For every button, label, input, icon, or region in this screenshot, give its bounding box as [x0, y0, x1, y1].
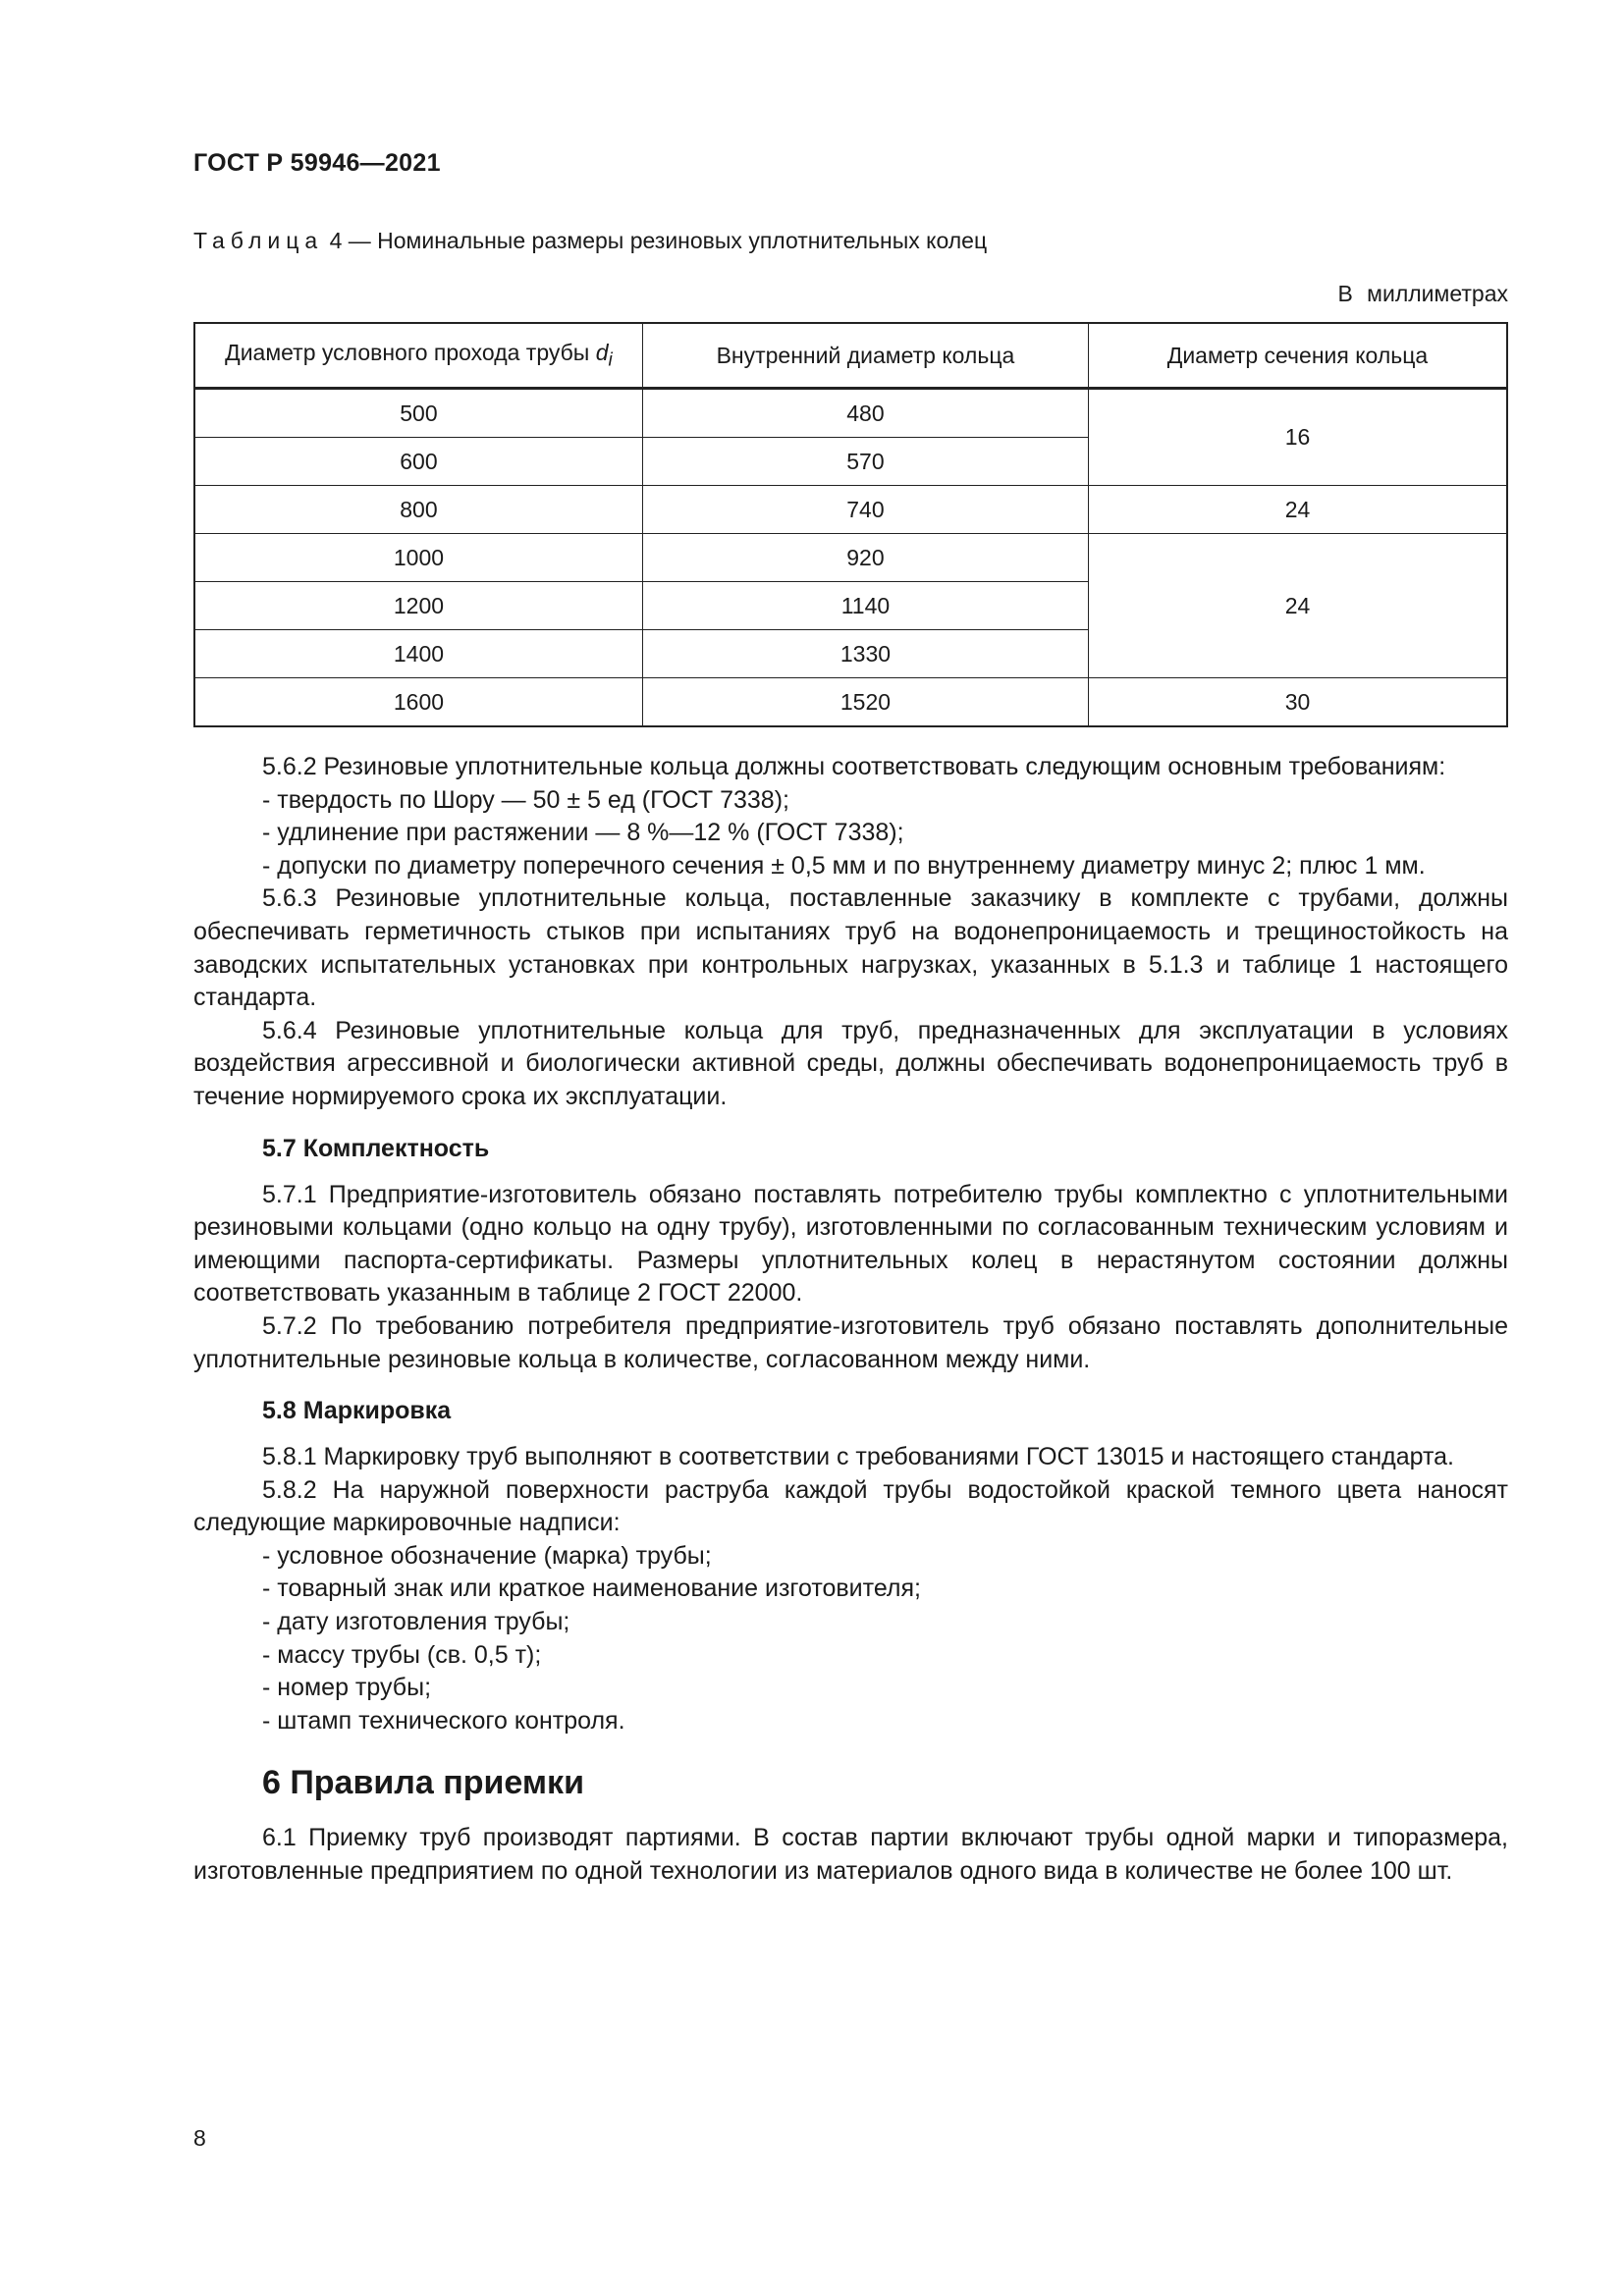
- table-units: В миллиметрах: [1337, 281, 1508, 306]
- paragraph-5-7-2: 5.7.2 По требованию потребителя предприятие-изготовитель труб обязано поставлять дополнительные уплотнительные резиновые кольца в количестве, согласованном между ними.: [193, 1311, 1508, 1373]
- table-header-row: [194, 323, 1507, 389]
- list-item: - допуски по диаметру поперечного сечения ± 0,5 мм и по внутреннему диаметру минус 2; плюс 1 мм.: [262, 851, 1426, 880]
- table-row: [194, 389, 1507, 438]
- symbol-d: d: [595, 339, 609, 365]
- heading-5-7: 5.7 Комплектность: [262, 1134, 490, 1162]
- table-caption-prefix: Таблица: [193, 228, 324, 253]
- paragraph-5-6-3: 5.6.3 Резиновые уплотнительные кольца, поставленные заказчику в комплекте с трубами, должны обеспечивать герметичность стыков при испытаниях труб на водонепроницаемость и трещиностойкость на заводских испытательных установках при контрольных нагрузках, указанных в 5.1.3 и таблице 1 настоящего стандарта.: [193, 884, 1508, 1012]
- cell-inner: 740: [642, 486, 1088, 534]
- paragraph-6-1: 6.1 Приемку труб производят партиями. В состав партии включают трубы одной марки и типоразмера, изготовленные предприятием по одной технологии из материалов одного вида в количестве не более 100 шт.: [193, 1824, 1508, 1886]
- list-item: - твердость по Шору — 50 ± 5 ед (ГОСТ 7338);: [262, 785, 789, 814]
- cell-inner: 480: [642, 389, 1088, 438]
- table-caption: [193, 228, 987, 254]
- document-code: ГОСТ Р 59946—2021: [193, 149, 441, 177]
- cell-section: 24: [1088, 486, 1507, 534]
- cell-dn: 800: [194, 486, 642, 534]
- list-item: - номер трубы;: [262, 1674, 432, 1702]
- header-pipe-diameter: Диаметр условного прохода трубы $d_i$: [194, 323, 642, 389]
- cell-dn: 1200: [194, 582, 642, 630]
- cell-dn: 600: [194, 438, 642, 486]
- list-item: - дату изготовления трубы;: [262, 1608, 570, 1636]
- cell-inner: 1520: [642, 678, 1088, 727]
- header-inner-diameter: Внутренний диаметр кольца: [642, 323, 1088, 389]
- heading-5-8: 5.8 Маркировка: [262, 1397, 452, 1425]
- cell-section: 30: [1088, 678, 1507, 727]
- table-row: [194, 534, 1507, 582]
- paragraph-5-8-2: 5.8.2 На наружной поверхности раструба каждой трубы водостойкой краской темного цвета наносят следующие маркировочные надписи:: [193, 1475, 1508, 1537]
- cell-inner: 1140: [642, 582, 1088, 630]
- heading-section-6: 6 Правила приемки: [262, 1764, 584, 1802]
- ring-sizes-table: [193, 322, 1508, 727]
- table-caption-text: 4 — Номинальные размеры резиновых уплотнительных колец: [329, 228, 988, 253]
- list-item: - условное обозначение (марка) трубы;: [262, 1541, 712, 1570]
- cell-inner: 570: [642, 438, 1088, 486]
- list-item: - товарный знак или краткое наименование изготовителя;: [262, 1575, 921, 1603]
- page-number: 8: [193, 2125, 206, 2151]
- cell-dn: 1600: [194, 678, 642, 727]
- cell-dn: 1000: [194, 534, 642, 582]
- list-item: - штамп технического контроля.: [262, 1706, 625, 1735]
- cell-dn: 1400: [194, 630, 642, 678]
- list-item: - удлинение при растяжении — 8 %—12 % (ГОСТ 7338);: [262, 819, 904, 847]
- cell-inner: 1330: [642, 630, 1088, 678]
- paragraph-5-8-1: 5.8.1 Маркировку труб выполняют в соответствии с требованиями ГОСТ 13015 и настоящего стандарта.: [262, 1443, 1455, 1471]
- table-row: [194, 678, 1507, 727]
- cell-section: 16: [1088, 389, 1507, 486]
- list-item: - массу трубы (св. 0,5 т);: [262, 1640, 542, 1669]
- document-body: [193, 751, 1508, 1889]
- paragraph-5-6-4: 5.6.4 Резиновые уплотнительные кольца для труб, предназначенных для эксплуатации в условиях воздействия агрессивной и биологически активной среды, должны обеспечивать водонепроницаемость труб в течение нормируемого срока их эксплуатации.: [193, 1016, 1508, 1110]
- symbol-i: i: [608, 349, 613, 371]
- cell-section: 24: [1088, 534, 1507, 678]
- paragraph-5-7-1: 5.7.1 Предприятие-изготовитель обязано поставлять потребителю трубы комплектно с уплотнительными резиновыми кольцами (одно кольцо на одну трубу), изготовленными по согласованным техническим условиям и имеющими паспорта-сертификаты. Размеры уплотнительных колец в нерастянутом состоянии должны соответствовать указанным в таблице 2 ГОСТ 22000.: [193, 1180, 1508, 1308]
- cell-dn: 500: [194, 389, 642, 438]
- header-section-diameter: Диаметр сечения кольца: [1088, 323, 1507, 389]
- cell-inner: 920: [642, 534, 1088, 582]
- table-row: [194, 486, 1507, 534]
- paragraph-5-6-2: 5.6.2 Резиновые уплотнительные кольца должны соответствовать следующим основным требованиям:: [262, 753, 1446, 780]
